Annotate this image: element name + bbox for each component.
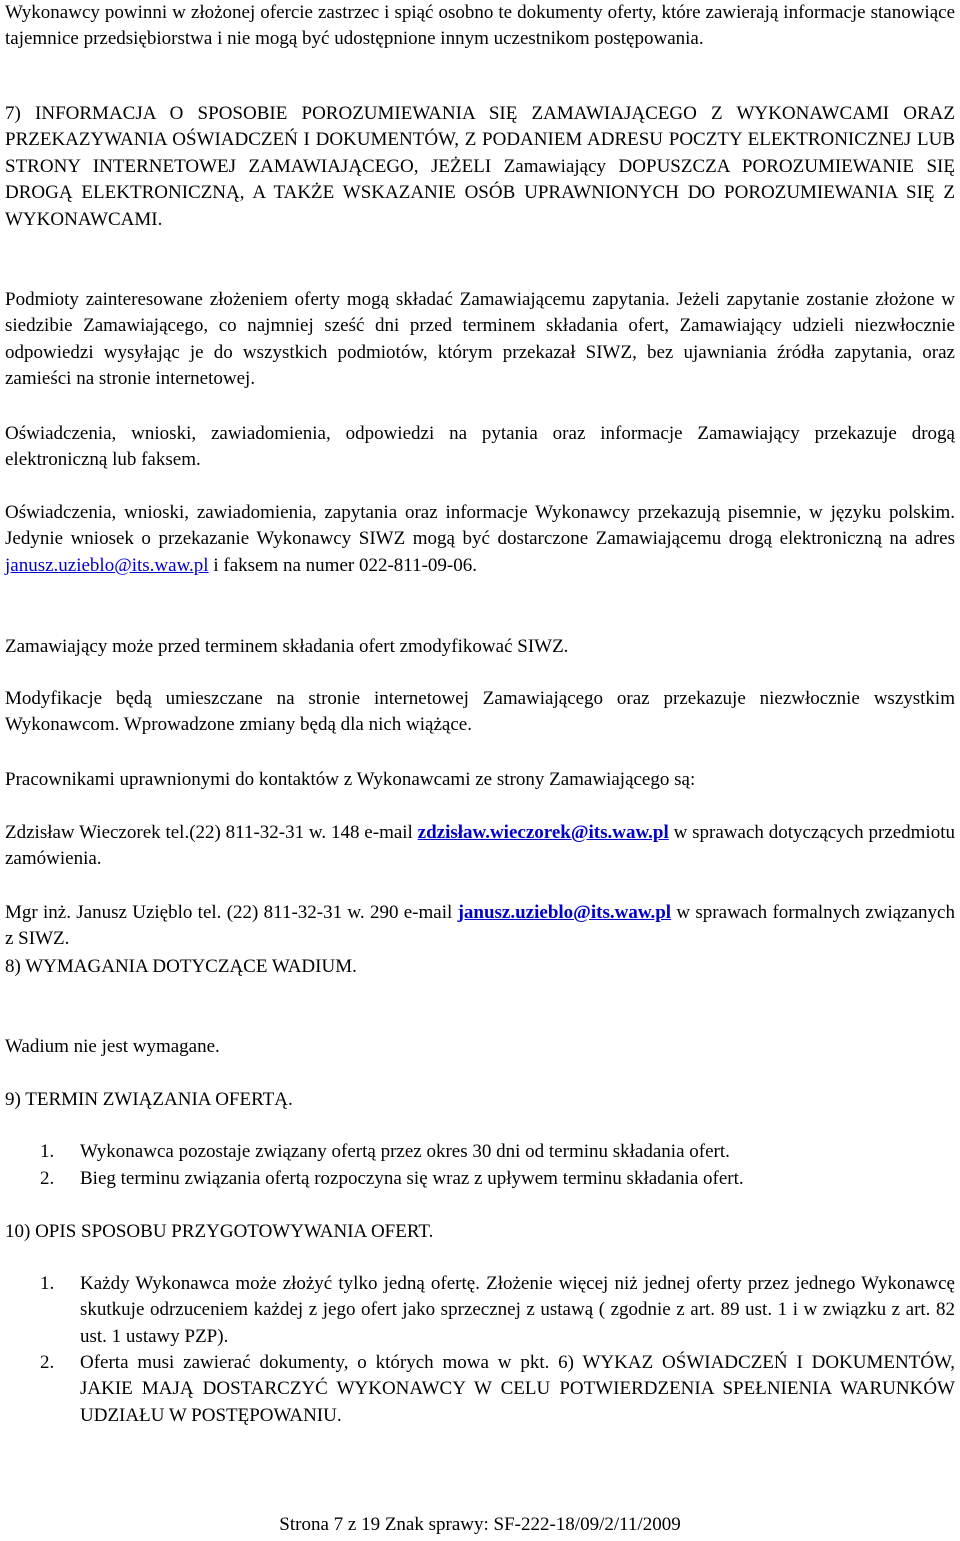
- section-10-heading: 10) OPIS SPOSOBU PRZYGOTOWYWANIA OFERT.: [5, 1221, 434, 1242]
- page-footer: Strona 7 z 19 Znak sprawy: SF-222-18/09/2/11/2009: [279, 1514, 681, 1535]
- section-7-paragraph-modification: Zamawiający może przed terminem składania ofert zmodyfikować SIWZ.: [5, 636, 569, 657]
- section-7-paragraph-publication: Modyfikacje będą umieszczane na stronie internetowej Zamawiającego oraz przekazuje niezwłocznie wszystkim Wykonawcom. Wprowadzone zmiany będą dla nich wiążące.: [5, 688, 955, 736]
- contact-person-2: [5, 900, 955, 953]
- list-item-text: Oferta musi zawierać dokumenty, o których mowa w pkt. 6) WYKAZ OŚWIADCZEŃ I DOKUMENTÓW, JAKIE MAJĄ DOSTARCZYĆ WYKONAWCY W CELU POTWIERDZENIA SPEŁNIENIA WARUNKÓW UDZIAŁU W POSTĘPOWANIU.: [80, 1352, 955, 1426]
- list-item-text: Wykonawca pozostaje związany ofertą przez okres 30 dni od terminu składania ofert.: [80, 1141, 730, 1162]
- section-7-paragraph-contacts: Pracownikami uprawnionymi do kontaktów z Wykonawcami ze strony Zamawiającego są:: [5, 769, 696, 790]
- written-form-text: Oświadczenia, wnioski, zawiadomienia, zapytania oraz informacje Wykonawcy przekazują pisemnie, w języku polskim. Jedynie wniosek o przekazanie Wykonawcy SIWZ mogą być dostarczone Zamawiającemu drogą elektroniczną na adres: [5, 502, 955, 550]
- email-link-janusz-2[interactable]: janusz.uzieblo@its.waw.pl: [457, 902, 672, 923]
- list-item-text: Bieg terminu związania ofertą rozpoczyna się wraz z upływem terminu składania ofert.: [80, 1168, 744, 1189]
- email-link-janusz[interactable]: janusz.uzieblo@its.waw.pl: [5, 554, 209, 576]
- contact-1-text: Zdzisław Wieczorek tel.(22) 811-32-31 w. 148 e-mail: [5, 822, 418, 843]
- intro-paragraph: Wykonawcy powinni w złożonej ofercie zastrzec i spiąć osobno te dokumenty oferty, które zawierają informacje stanowiące tajemnice przedsiębiorstwa i nie mogą być udostępnione innym uczestnikom postępowania.: [5, 2, 955, 50]
- list-item-number: 1.: [40, 1141, 55, 1162]
- list-item-number: 2.: [40, 1168, 55, 1189]
- contact-2-text: Mgr inż. Janusz Uzięblo tel. (22) 811-32-31 w. 290 e-mail: [5, 902, 458, 923]
- section-9-list-item: [40, 1139, 955, 1165]
- section-8-heading: 8) WYMAGANIA DOTYCZĄCE WADIUM.: [5, 956, 357, 977]
- contact-1-scope: w sprawach dotyczących przedmiotu zamówienia.: [5, 822, 955, 870]
- section-7-paragraph-questions: Podmioty zainteresowane złożeniem oferty mogą składać Zamawiającemu zapytania. Jeżeli zapytanie zostanie złożone w siedzibie Zamawiającego, co najmniej sześć dni przed terminem składania ofert, Zamawiający udzieli niezwłocznie odpowiedzi wysyłając je do wszystkich podmiotów, którym przekazał SIWZ, bez ujawniania źródła zapytania, oraz zamieści na stronie internetowej.: [5, 289, 955, 390]
- section-9-heading: 9) TERMIN ZWIĄZANIA OFERTĄ.: [5, 1089, 293, 1110]
- section-7-paragraph-communication: Oświadczenia, wnioski, zawiadomienia, odpowiedzi na pytania oraz informacje Zamawiający przekazuje drogą elektroniczną lub faksem.: [5, 423, 955, 471]
- list-item-number: 1.: [40, 1273, 55, 1294]
- contact-2-scope: w sprawach formalnych związanych z SIWZ.: [5, 902, 955, 950]
- section-10-list-item: [40, 1271, 955, 1350]
- section-7-heading: 7) INFORMACJA O SPOSOBIE POROZUMIEWANIA SIĘ ZAMAWIAJĄCEGO Z WYKONAWCAMI ORAZ PRZEKAZYWANIA OŚWIADCZEŃ I DOKUMENTÓW, Z PODANIEM ADRESU POCZTY ELEKTRONICZNEJ LUB STRONY INTERNETOWEJ ZAMAWIAJĄCEGO, JEŻELI Zamawiający DOPUSZCZA POROZUMIEWANIE SIĘ DROGĄ ELEKTRONICZNĄ, A TAKŻE WSKAZANIE OSÓB UPRAWNIONYCH DO POROZUMIEWANIA SIĘ Z WYKONAWCAMI.: [5, 103, 955, 230]
- contact-person-1: [5, 820, 955, 873]
- section-8-text: Wadium nie jest wymagane.: [5, 1036, 220, 1057]
- list-item-text: Każdy Wykonawca może złożyć tylko jedną ofertę. Złożenie więcej niż jednej oferty przez jednego Wykonawcę skutkuje odrzuceniem każdej z jego ofert jako sprzecznej z ustawą ( zgodnie z art. 89 ust. 1 i w związku z art. 82 ust. 1 ustawy PZP).: [80, 1273, 955, 1347]
- section-9-list-item: [40, 1166, 955, 1192]
- section-10-list-item: [40, 1350, 955, 1429]
- email-link-zdzislaw[interactable]: zdzisław.wieczorek@its.waw.pl: [417, 822, 669, 843]
- fax-text: i faksem na numer 022-811-09-06.: [208, 554, 477, 576]
- section-7-paragraph-written-form: [5, 500, 955, 579]
- list-item-number: 2.: [40, 1352, 55, 1373]
